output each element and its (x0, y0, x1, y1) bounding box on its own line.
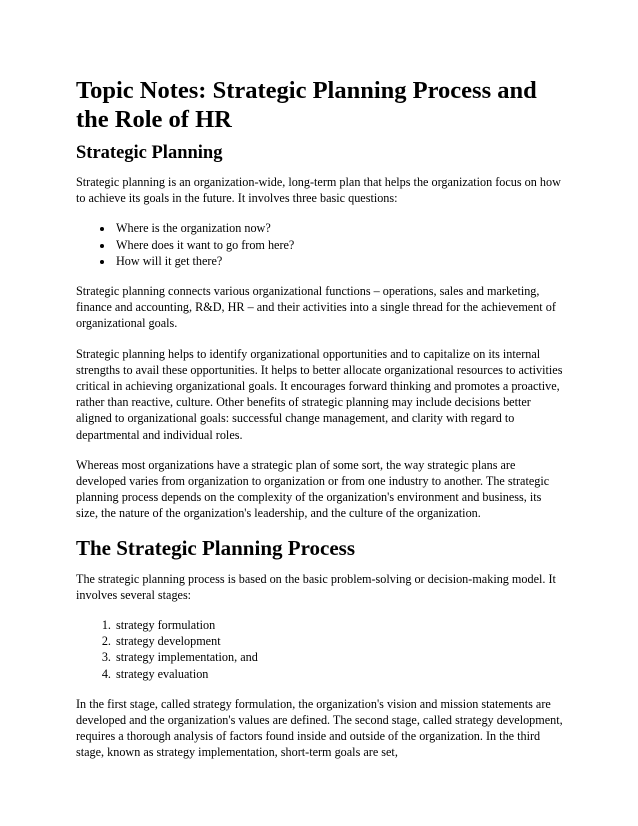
paragraph-benefits: Strategic planning helps to identify organizational opportunities and to capitalize on its internal strengths to avail these opportunities. It helps to better allocate organizational resources to activities critical in achieving organizational goals. It encourages forward thinking and promotes a proactive, rather than reactive, culture. Other benefits of strategic planning may include decisions better aligned to organizational goals: successful change management, and clarity with regard to departmental and individual roles. (76, 346, 563, 442)
list-item: 4. strategy evaluation (114, 666, 566, 682)
list-item: 2. strategy development (114, 633, 566, 649)
section-heading-strategic-planning: Strategic Planning (76, 143, 223, 163)
list-item: • Where does it want to go from here? (114, 237, 566, 253)
document-page (76, 76, 566, 775)
list-item: • How will it get there? (114, 253, 566, 269)
questions-list (76, 220, 566, 269)
paragraph-process-intro: The strategic planning process is based on the basic problem-solving or decision-making model. It involves several stages: (76, 571, 556, 602)
list-item: 1. strategy formulation (114, 617, 566, 633)
list-item: 3. strategy implementation, and (114, 649, 566, 665)
document-title: Topic Notes: Strategic Planning Process and the Role of HR (76, 77, 537, 133)
paragraph-intro: Strategic planning is an organization-wide, long-term plan that helps the organization focus on how to achieve its goals in the future. It involves three basic questions: (76, 175, 561, 206)
paragraph-stages-detail: In the first stage, called strategy formulation, the organization's vision and mission statements are developed and the organization's values are defined. The second stage, called strategy development, requires a thorough analysis of factors found inside and outside of the organization. In the third stage, known as strategy implementation, short-term goals are set, (76, 696, 563, 760)
paragraph-variation: Whereas most organizations have a strategic plan of some sort, the way strategic plans are developed varies from organization to organization or from one industry to another. The strategic planning process depends on the complexity of the organization's environment and business, its size, the nature of the organization's leadership, and the culture of the organization. (76, 457, 550, 521)
list-item: • Where is the organization now? (114, 220, 566, 236)
section-heading-planning-process: The Strategic Planning Process (76, 535, 356, 560)
stages-list (76, 617, 566, 682)
paragraph-functions: Strategic planning connects various organizational functions – operations, sales and marketing, finance and accounting, R&D, HR – and their activities into a single thread for the achievement of organizational goals. (76, 284, 556, 331)
